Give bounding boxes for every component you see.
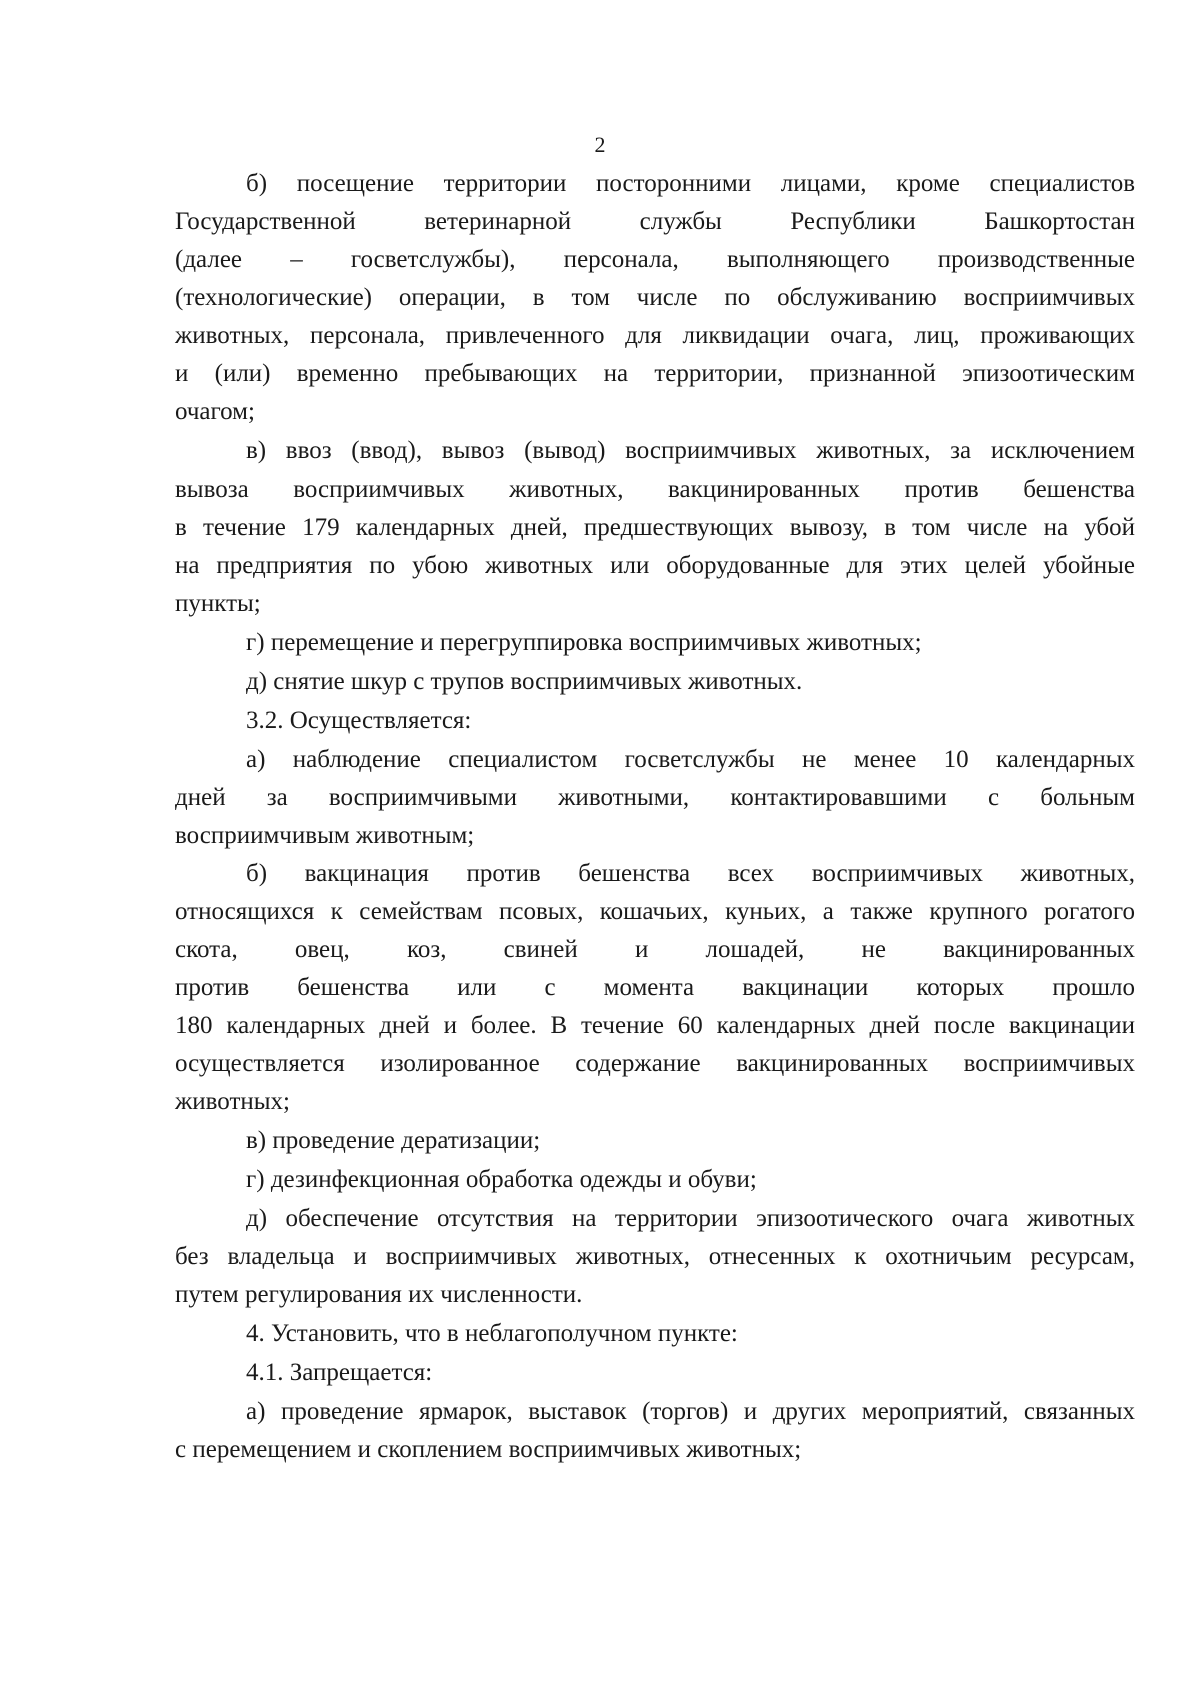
text-line: 3.2. Осуществляется:: [246, 707, 472, 734]
text-line: вывоза восприимчивых животных, вакцинированных против бешенства: [175, 476, 1135, 503]
text-line: пункты;: [175, 590, 261, 617]
text-line: Государственной ветеринарной службы Республики Башкортостан: [175, 208, 1135, 235]
text-line: скота, овец, коз, свиней и лошадей, не вакцинированных: [175, 936, 1135, 963]
text-line: очагом;: [175, 398, 255, 425]
text-line: относящихся к семействам псовых, кошачьих, куньих, а также крупного рогатого: [175, 898, 1135, 925]
text-line: против бешенства или с момента вакцинации которых прошло: [175, 974, 1135, 1001]
page-number: 2: [594, 132, 606, 157]
text-line: б) вакцинация против бешенства всех восприимчивых животных,: [246, 860, 1135, 887]
text-line: животных;: [175, 1088, 291, 1115]
text-line: д) снятие шкур с трупов восприимчивых животных.: [246, 668, 803, 695]
text-line: 180 календарных дней и более. В течение 60 календарных дней после вакцинации: [175, 1012, 1135, 1039]
text-line: а) наблюдение специалистом госветслужбы не менее 10 календарных: [246, 746, 1135, 773]
text-line: 4.1. Запрещается:: [246, 1359, 433, 1386]
text-line: 4. Установить, что в неблагополучном пункте:: [246, 1320, 738, 1347]
text-line: (технологические) операции, в том числе по обслуживанию восприимчивых: [175, 284, 1135, 311]
text-line: путем регулирования их численности.: [175, 1281, 583, 1308]
text-line: осуществляется изолированное содержание вакцинированных восприимчивых: [175, 1050, 1135, 1077]
text-line: в течение 179 календарных дней, предшествующих вывозу, в том числе на убой: [175, 514, 1135, 541]
text-line: и (или) временно пребывающих на территории, признанной эпизоотическим: [175, 360, 1135, 387]
text-line: на предприятия по убою животных или оборудованные для этих целей убойные: [175, 552, 1135, 579]
text-line: г) перемещение и перегруппировка восприимчивых животных;: [246, 629, 922, 656]
text-line: восприимчивым животным;: [175, 822, 475, 849]
text-line: дней за восприимчивыми животными, контактировавшими с больным: [175, 784, 1135, 811]
text-line: животных, персонала, привлеченного для ликвидации очага, лиц, проживающих: [175, 322, 1135, 349]
text-line: с перемещением и скоплением восприимчивых животных;: [175, 1436, 802, 1463]
text-line: г) дезинфекционная обработка одежды и обуви;: [246, 1166, 757, 1193]
text-line: б) посещение территории посторонними лицами, кроме специалистов: [246, 170, 1135, 197]
text-line: в) проведение дератизации;: [246, 1127, 541, 1154]
text-line: в) ввоз (ввод), вывоз (вывод) восприимчивых животных, за исключением: [246, 437, 1135, 464]
text-line: д) обеспечение отсутствия на территории эпизоотического очага животных: [246, 1205, 1135, 1232]
text-line: (далее – госветслужбы), персонала, выполняющего производственные: [175, 246, 1135, 273]
text-line: без владельца и восприимчивых животных, отнесенных к охотничьим ресурсам,: [175, 1243, 1135, 1270]
text-line: а) проведение ярмарок, выставок (торгов) и других мероприятий, связанных: [246, 1398, 1135, 1425]
